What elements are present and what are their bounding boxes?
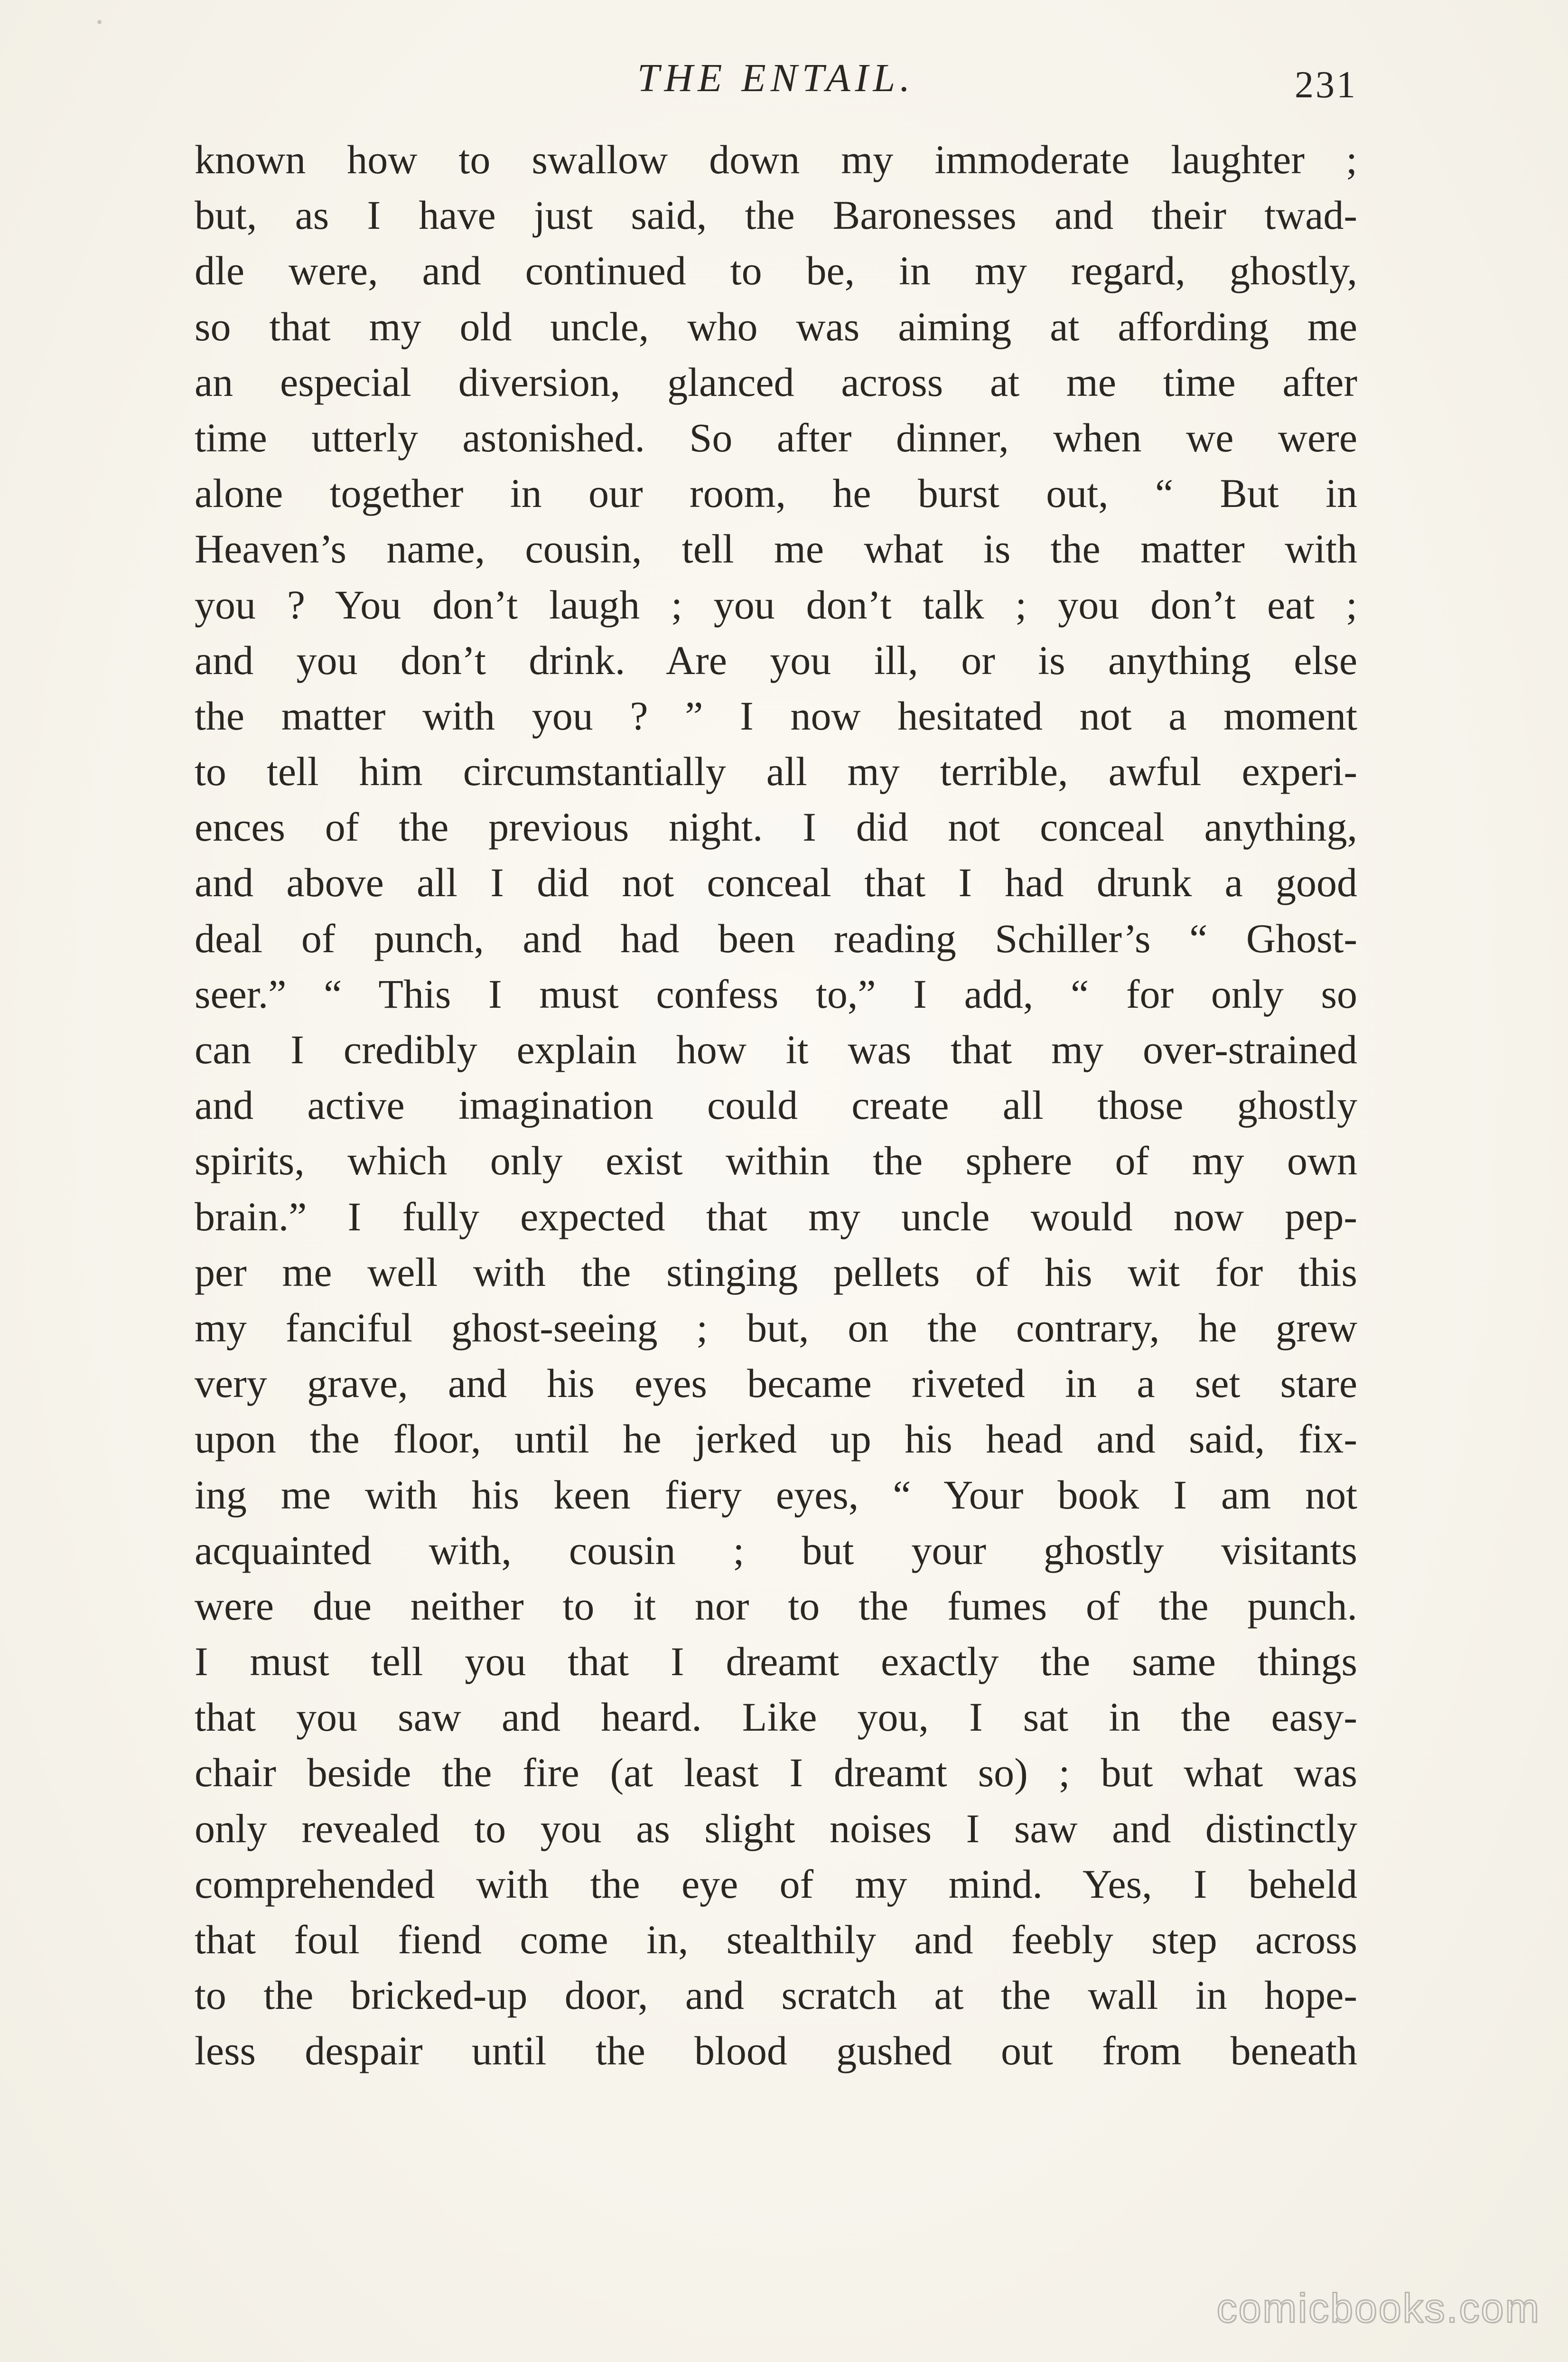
- text-line: an especial diversion, glanced across at me time after: [195, 359, 1357, 405]
- text-line: you ? You don’t laugh ; you don’t talk ; you don’t eat ;: [195, 581, 1357, 628]
- text-line: per me well with the stinging pellets of his wit for this: [195, 1249, 1357, 1295]
- text-line: my fanciful ghost-seeing ; but, on the contrary, he grew: [195, 1304, 1357, 1350]
- running-title: THE ENTAIL.: [637, 56, 915, 100]
- text-line: to tell him circumstantially all my terrible, awful experi-: [195, 749, 1357, 795]
- text-line: so that my old uncle, who was aiming at affording me: [195, 303, 1357, 349]
- text-line: brain.” I fully expected that my uncle would now pep-: [195, 1193, 1357, 1239]
- text-line: time utterly astonished. So after dinner, when we were: [195, 414, 1357, 460]
- text-line: alone together in our room, he burst out, “ But in: [195, 470, 1357, 516]
- text-line: deal of punch, and had been reading Schiller’s “ Ghost-: [195, 915, 1357, 961]
- page-number: 231: [1295, 64, 1357, 106]
- text-line: to the bricked-up door, and scratch at the wall in hope-: [195, 1972, 1357, 2018]
- text-line: can I credibly explain how it was that my over-strained: [195, 1027, 1357, 1072]
- body-text: [195, 132, 1357, 2149]
- text-line: I must tell you that I dreamt exactly the same things: [195, 1639, 1357, 1685]
- text-line: were due neither to it nor to the fumes of the punch.: [195, 1583, 1357, 1629]
- text-line: and you don’t drink. Are you ill, or is anything else: [195, 637, 1357, 683]
- text-line: only revealed to you as slight noises I saw and distinctly: [195, 1805, 1357, 1851]
- text-line: dle were, and continued to be, in my regard, ghostly,: [195, 248, 1357, 294]
- paper-speck: [97, 20, 102, 24]
- text-line: that you saw and heard. Like you, I sat in the easy-: [195, 1694, 1357, 1740]
- text-line: upon the floor, until he jerked up his head and said, fix-: [195, 1416, 1357, 1462]
- text-line: and above all I did not conceal that I had drunk a good: [195, 860, 1357, 906]
- text-line: less despair until the blood gushed out from beneath: [195, 2028, 1357, 2074]
- text-line: ing me with his keen fiery eyes, “ Your book I am not: [195, 1472, 1357, 1518]
- running-head: [195, 47, 1357, 109]
- text-line: chair beside the fire (at least I dreamt so) ; but what was: [195, 1750, 1357, 1796]
- text-line: seer.” “ This I must confess to,” I add, “ for only so: [195, 971, 1357, 1017]
- text-line: and active imagination could create all those ghostly: [195, 1082, 1357, 1128]
- text-line: that foul fiend come in, stealthily and feebly step across: [195, 1917, 1357, 1962]
- text-line: Heaven’s name, cousin, tell me what is the matter with: [195, 526, 1357, 572]
- watermark: comicbooks.com: [1216, 2286, 1540, 2331]
- text-line: but, as I have just said, the Baronesses and their twad-: [195, 192, 1357, 238]
- text-line: known how to swallow down my immoderate laughter ;: [195, 137, 1357, 182]
- text-line: acquainted with, cousin ; but your ghostly visitants: [195, 1527, 1357, 1573]
- text-line: the matter with you ? ” I now hesitated not a moment: [195, 693, 1357, 739]
- text-line: very grave, and his eyes became riveted in a set stare: [195, 1360, 1357, 1406]
- text-line: ences of the previous night. I did not conceal anything,: [195, 804, 1357, 850]
- text-line: spirits, which only exist within the sphere of my own: [195, 1138, 1357, 1184]
- text-line: comprehended with the eye of my mind. Yes, I beheld: [195, 1861, 1357, 1907]
